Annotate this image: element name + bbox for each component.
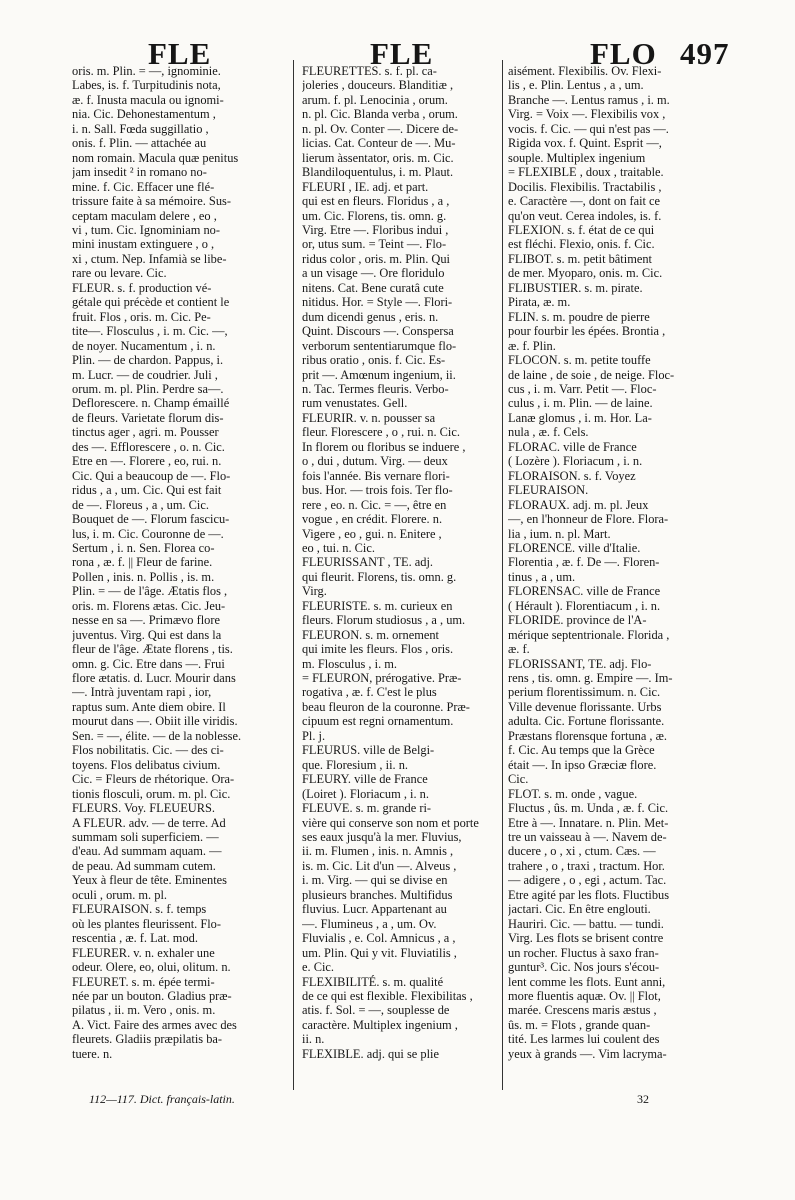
text-line: tionis flosculi, orum. m. pl. Cic.	[72, 786, 231, 801]
text-line: ii. m. Flumen , inis. n. Amnis ,	[302, 844, 454, 859]
text-line: d'eau. Ad summam aquam. —	[72, 844, 222, 859]
text-line: Docilis. Flexibilis. Tractabilis ,	[508, 179, 662, 194]
text-line: fruit. Flos , oris. m. Cic. Pe-	[72, 309, 211, 324]
text-line: trissure faite à sa mémoire. Sus-	[72, 194, 231, 209]
text-line: Sen. = —, élite. — de la noblesse.	[72, 728, 242, 743]
text-line: licias. Cat. Conteur de —. Mu-	[302, 136, 456, 151]
text-line: Yeux à fleur de tête. Eminentes	[72, 873, 227, 888]
text-line: rogativa , æ. f. C'est le plus	[302, 685, 437, 700]
text-line: —, en l'honneur de Flore. Flora-	[508, 512, 669, 527]
text-line: = FLEURON, prérogative. Præ-	[302, 671, 462, 686]
text-line: ridus , a , um. Cic. Qui est fait	[72, 483, 222, 498]
text-line: Cic. Qui a beaucoup de —. Flo-	[72, 468, 231, 483]
text-line: oris. m. Florens ætas. Cic. Jeu-	[72, 598, 226, 613]
text-line: ( Hérault ). Florentiacum , i. n.	[508, 598, 661, 613]
text-line: Labes, is. f. Turpitudinis nota,	[72, 78, 221, 93]
text-line: plusieurs branches. Multifidus	[302, 887, 453, 902]
text-line: mérique septentrionale. Florida ,	[508, 627, 670, 642]
text-line: fluvius. Lucr. Appartenant au	[302, 902, 447, 917]
text-line: lent comme les flots. Eunt anni,	[508, 974, 666, 989]
text-line: f. Cic. Au temps que la Grèce	[508, 743, 655, 758]
text-line: tinus , a , um.	[508, 569, 576, 584]
text-line: — adigere , o , egi , actum. Tac.	[508, 873, 667, 888]
text-line: Pollen , inis. n. Pollis , is. m.	[72, 569, 215, 584]
text-line: ribus oratio , onis. f. Cic. Es-	[302, 353, 446, 368]
text-line: nesse en sa —. Primævo flore	[72, 613, 220, 628]
text-line: de mer. Myoparo, onis. m. Cic.	[508, 266, 663, 281]
text-line: ûs. m. = Flots , grande quan-	[508, 1017, 651, 1032]
text-line: orum. m. pl. Plin. Perdre sa—.	[72, 381, 224, 396]
text-line: = FLEXIBLE , doux , traitable.	[508, 165, 664, 180]
text-line: æ. f. Inusta macula ou ignomi-	[72, 92, 224, 107]
text-line: ridus color , oris. m. Plin. Qui	[302, 251, 450, 266]
text-line: FLIBUSTIER. s. m. pirate.	[508, 280, 643, 295]
text-line: FLEURISSANT , TE. adj.	[302, 555, 434, 570]
text-line: ceptam maculam delere , eo ,	[72, 208, 217, 223]
text-line: FLEURAISON.	[508, 483, 589, 498]
text-line: vi , tum. Cic. Ignominiam no-	[72, 222, 220, 237]
text-line: dum dicendi genus , eris. n.	[302, 309, 439, 324]
text-line: mine. f. Cic. Effacer une flé-	[72, 179, 215, 194]
text-line: Bouquet de —. Florum fascicu-	[72, 512, 230, 527]
text-column-left	[72, 64, 288, 1084]
text-line: nula , æ. f. Cels.	[508, 425, 589, 440]
text-line: verborum sententiarumque flo-	[302, 338, 457, 353]
text-line: fleurets. Gladiis præpilatis ba-	[72, 1032, 223, 1047]
text-line: fleurs. Florum studiosus , a , um.	[302, 613, 466, 628]
text-line: —. Flumineus , a , um. Ov.	[302, 916, 437, 931]
text-line: un rocher. Fluctus à saxo fran-	[508, 945, 659, 960]
text-line: Hauriri. Cic. — battu. — tundi.	[508, 916, 664, 931]
text-line: Etre à —. Innatare. n. Plin. Met-	[508, 815, 669, 830]
page-number: 497	[680, 36, 730, 71]
text-line: um. Cic. Florens, tis. omn. g.	[302, 208, 447, 223]
text-line: A. Vict. Faire des armes avec des	[72, 1017, 237, 1032]
text-line: ses eaux jusqu'à la mer. Fluvius,	[302, 830, 462, 845]
text-line: tinctus ager , agri. m. Pousser	[72, 425, 219, 440]
running-head-left: FLE	[148, 36, 212, 71]
text-line: FLEURS. Voy. FLEUEURS.	[72, 801, 215, 816]
text-line: lierum àssentator, oris. m. Cic.	[302, 150, 454, 165]
text-line: or, utus sum. = Teint —. Flo-	[302, 237, 447, 252]
text-line: tite—. Flosculus , i. m. Cic. —,	[72, 324, 228, 339]
text-line: e. Caractère —, dont on fait ce	[508, 194, 661, 209]
text-line: FLEUR. s. f. production vé-	[72, 280, 212, 295]
text-line: marée. Crescens maris æstus ,	[508, 1003, 657, 1018]
text-line: FLOCON. s. m. petite touffe	[508, 353, 651, 368]
text-line: FLORISSANT, TE. adj. Flo-	[508, 656, 652, 671]
text-line: FLORENSAC. ville de France	[508, 584, 661, 599]
text-line: FLEXIBLE. adj. qui se plie	[302, 1046, 439, 1061]
text-line: née par un bouton. Gladius præ-	[72, 989, 232, 1003]
text-line: rens , tis. omn. g. Empire —. Im-	[508, 671, 673, 686]
text-line: Virg. Etre —. Floribus indui ,	[302, 222, 449, 237]
text-line: FLEURISTE. s. m. curieux en	[302, 598, 453, 613]
text-line: perium florentissimum. n. Cic.	[508, 685, 661, 700]
text-line: FLEURIR. v. n. pousser sa	[302, 410, 436, 425]
text-line: FLEURET. s. m. épée termi-	[72, 974, 215, 989]
text-line: —. Intrà juventam rapi , ior,	[72, 685, 212, 700]
text-line: FLOT. s. m. onde , vague.	[508, 786, 638, 801]
text-line: qu'on veut. Cerea indoles, is. f.	[508, 208, 662, 223]
text-line: A FLEUR. adv. — de terre. Ad	[72, 815, 226, 830]
text-line: jactari. Cic. En être englouti.	[508, 902, 651, 917]
text-line: FLEURER. v. n. exhaler une	[72, 945, 215, 960]
text-line: de fleurs. Varietate florum dis-	[72, 410, 224, 425]
text-line: In florem ou floribus se induere ,	[302, 439, 466, 454]
text-line: joleries , douceurs. Blanditiæ ,	[302, 78, 454, 93]
text-line: FLEXION. s. f. état de ce qui	[508, 222, 655, 237]
text-line: cus , i. m. Varr. Petit —. Floc-	[508, 381, 657, 396]
text-line: FLEURY. ville de France	[302, 772, 428, 787]
text-line: FLEURAISON. s. f. temps	[72, 902, 207, 917]
text-line: fleur. Florescere , o , rui. n. Cic.	[302, 425, 460, 440]
text-line: summam soli superficiem. —	[72, 830, 219, 845]
text-line: Flos nobilitatis. Cic. — des ci-	[72, 743, 224, 758]
text-line: FLEURETTES. s. f. pl. ca-	[302, 64, 437, 78]
text-line: mourut dans —. Obiit ille viridis.	[72, 714, 238, 729]
text-line: Sertum , i. n. Sen. Florea co-	[72, 540, 215, 555]
text-line: rere , eo. n. Cic. = —, être en	[302, 497, 447, 512]
text-line: FLEXIBILITÉ. s. m. qualité	[302, 974, 444, 989]
text-line: m. Flosculus , i. m.	[302, 656, 398, 671]
text-line: rum venustates. Gell.	[302, 396, 408, 411]
text-line: æ. f. Plin.	[508, 338, 556, 353]
text-line: FLIN. s. m. poudre de pierre	[508, 309, 650, 324]
column-divider	[293, 60, 294, 1090]
text-line: caractère. Multiplex ingenium ,	[302, 1017, 458, 1032]
text-line: rona , æ. f. || Fleur de farine.	[72, 555, 213, 570]
text-line: Plin. = — de l'âge. Ætatis flos ,	[72, 584, 228, 599]
text-column-middle	[302, 64, 514, 1084]
text-line: e. Cic.	[302, 960, 334, 975]
text-line: Rigida vox. f. Quint. Esprit —,	[508, 136, 662, 151]
text-line: tre un vaisseau à —. Navem de-	[508, 830, 667, 845]
running-head-center: FLE	[370, 36, 434, 71]
text-line: FLEURON. s. m. ornement	[302, 627, 439, 642]
text-line: lia , ium. n. pl. Mart.	[508, 526, 611, 541]
text-line: nia. Cic. Dehonestamentum ,	[72, 107, 216, 122]
text-line: Virg. Les flots se brisent contre	[508, 931, 664, 946]
text-line: Florentia , æ. f. De —. Floren-	[508, 555, 660, 570]
text-line: vière qui conserve son nom et porte	[302, 815, 479, 830]
text-line: æ. f.	[508, 642, 530, 657]
text-line: de noyer. Nucamentum , i. n.	[72, 338, 216, 353]
text-line: jam insedit ² in romano no-	[72, 165, 207, 180]
text-line: est fléchi. Flexio, onis. f. Cic.	[508, 237, 655, 252]
text-line: FLEUVE. s. m. grande ri-	[302, 801, 432, 816]
text-line: FLORAUX. adj. m. pl. Jeux	[508, 497, 649, 512]
text-line: nitidus. Hor. = Style —. Flori-	[302, 295, 453, 310]
text-line: n. pl. Ov. Conter —. Dicere de-	[302, 121, 459, 136]
text-line: Quint. Discours —. Conspersa	[302, 324, 454, 339]
text-line: Fluctus , ûs. m. Unda , æ. f. Cic.	[508, 801, 669, 816]
text-line: de ce qui est flexible. Flexibilitas ,	[302, 989, 473, 1003]
text-line: FLORAC. ville de France	[508, 439, 637, 454]
text-line: FLORAISON. s. f. Voyez	[508, 468, 636, 483]
text-line: des —. Efflorescere , o. n. Cic.	[72, 439, 225, 454]
text-line: adulta. Cic. Fortune florissante.	[508, 714, 665, 729]
text-line: more fluentis aquæ. Ov. || Flot,	[508, 989, 661, 1003]
text-line: Blandiloquentulus, i. m. Plaut.	[302, 165, 454, 180]
text-line: Ville devenue florissante. Urbs	[508, 699, 662, 714]
text-line: m. Lucr. — de coudrier. Juli ,	[72, 367, 218, 382]
text-line: is. m. Cic. Lit d'un —. Alveus ,	[302, 858, 457, 873]
text-line: culus , i. m. Plin. — de laine.	[508, 396, 653, 411]
text-line: Lanæ glomus , i. m. Hor. La-	[508, 410, 652, 425]
text-line: Pl. j.	[302, 728, 326, 743]
text-line: FLORIDE. province de l'A-	[508, 613, 647, 628]
text-line: xi , ctum. Nep. Infamià se libe-	[72, 251, 227, 266]
text-line: ( Lozère ). Floriacum , i. n.	[508, 454, 643, 469]
text-line: tité. Les larmes lui coulent des	[508, 1032, 660, 1047]
text-line: ii. n.	[302, 1032, 325, 1047]
text-line: odeur. Olere, eo, olui, olitum. n.	[72, 960, 231, 975]
text-line: vogue , en crédit. Florere. n.	[302, 512, 443, 527]
text-line: lis , e. Plin. Lentus , a , um.	[508, 78, 644, 93]
text-line: tuere. n.	[72, 1046, 113, 1061]
text-line: juventus. Virg. Qui est dans la	[72, 627, 222, 642]
text-line: Etre agité par les flots. Fluctibus	[508, 887, 670, 902]
text-line: prit —. Amœnum ingenium, ii.	[302, 367, 456, 382]
text-line: fois l'année. Bis vernare flori-	[302, 468, 450, 483]
text-column-right	[508, 64, 723, 1084]
text-line: onis. f. Plin. — attachée au	[72, 136, 207, 151]
text-line: FLEURI , IE. adj. et part.	[302, 179, 429, 194]
text-line: Plin. — de chardon. Pappus, i.	[72, 353, 224, 368]
text-line: souple. Multiplex ingenium	[508, 150, 646, 165]
text-line: qui fleurit. Florens, tis. omn. g.	[302, 569, 457, 584]
text-line: o , dui , dutum. Virg. — deux	[302, 454, 448, 469]
text-line: ducere , o , xi , ctum. Cæs. —	[508, 844, 656, 859]
text-line: lus, i. m. Cic. Couronne de —.	[72, 526, 224, 541]
text-line: rare ou levare. Cic.	[72, 266, 167, 281]
text-line: de —. Floreus , a , um. Cic.	[72, 497, 209, 512]
text-line: Virg. = Voix —. Flexibilis vox ,	[508, 107, 666, 122]
text-line: bus. Hor. — trois fois. Ter flo-	[302, 483, 453, 498]
text-line: que. Floresium , ii. n.	[302, 757, 409, 772]
text-line: FLIBOT. s. m. petit bâtiment	[508, 251, 652, 266]
text-line: Virg.	[302, 584, 327, 599]
footer-signature: 112—117. Dict. français-latin.	[89, 1092, 235, 1106]
text-line: Branche —. Lentus ramus , i. m.	[508, 92, 670, 107]
text-line: oculi , orum. m. pl.	[72, 887, 167, 902]
text-line: i. n. Sall. Fœda suggillatio ,	[72, 121, 209, 136]
text-line: Deflorescere. n. Champ émaillé	[72, 396, 230, 411]
text-line: était —. In ipso Græciæ flore.	[508, 757, 657, 772]
text-line: pour fourbir les épées. Brontia ,	[508, 324, 666, 339]
text-line: rescentia , æ. f. Lat. mod.	[72, 931, 198, 946]
text-line: um. Plin. Qui y vit. Fluviatilis ,	[302, 945, 457, 960]
text-line: Pirata, æ. m.	[508, 295, 571, 310]
text-line: trahere , o , traxi , tractum. Hor.	[508, 858, 665, 873]
text-line: de laine , de soie , de neige. Floc-	[508, 367, 675, 382]
text-line: vocis. f. Cic. — qui n'est pas —.	[508, 121, 669, 136]
text-line: nitens. Cat. Bene curatâ cute	[302, 280, 444, 295]
text-line: (Loiret ). Floriacum , i. n.	[302, 786, 429, 801]
text-line: yeux à grands —. Vim lacryma-	[508, 1046, 667, 1061]
text-line: flore ætatis. d. Lucr. Mourir dans	[72, 671, 236, 686]
text-line: a un visage —. Ore floridulo	[302, 266, 445, 281]
text-line: qui imite les fleurs. Flos , oris.	[302, 642, 454, 657]
text-line: beau fleuron de la couronne. Præ-	[302, 699, 470, 714]
text-line: eo , tui. n. Cic.	[302, 540, 375, 555]
text-line: Cic. = Fleurs de rhétorique. Ora-	[72, 772, 235, 787]
text-line: qui est en fleurs. Floridus , a ,	[302, 194, 450, 209]
text-line: Cic.	[508, 772, 529, 787]
text-line: n. Tac. Termes fleuris. Verbo-	[302, 381, 449, 396]
text-line: Præstans florensque fortuna , æ.	[508, 728, 667, 743]
text-line: cipuum est regni ornamentum.	[302, 714, 454, 729]
running-head-right: FLO	[590, 36, 657, 71]
text-line: raptus sum. Ante diem obire. Il	[72, 699, 226, 714]
text-line: gétale qui précède et contient le	[72, 295, 230, 310]
text-line: guntur³. Cic. Nos jours s'écou-	[508, 960, 660, 975]
text-line: n. pl. Cic. Blanda verba , orum.	[302, 107, 458, 122]
text-line: Etre en —. Florere , eo, rui. n.	[72, 454, 222, 469]
text-line: atis. f. Sol. = —, souplesse de	[302, 1003, 450, 1018]
text-line: Vigere , eo , gui. n. Enitere ,	[302, 526, 442, 541]
text-line: i. m. Virg. — qui se divise en	[302, 873, 448, 888]
text-line: pilatus , ii. m. Vero , onis. m.	[72, 1003, 216, 1018]
text-line: nom romain. Macula quæ penitus	[72, 150, 239, 165]
text-line: mini inustam extinguere , o ,	[72, 237, 215, 252]
footer-sheet-number: 32	[637, 1092, 649, 1106]
text-line: arum. f. pl. Lenocinia , orum.	[302, 92, 448, 107]
text-line: Fluvialis , e. Col. Amnicus , a ,	[302, 931, 456, 946]
text-line: FLORENCE. ville d'Italie.	[508, 540, 641, 555]
text-line: omn. g. Cic. Etre dans —. Frui	[72, 656, 225, 671]
text-line: fleur de l'âge. Ætate florens , tis.	[72, 642, 233, 657]
text-line: oris. m. Plin. = —, ignominie.	[72, 64, 221, 78]
text-line: toyens. Flos delibatus civium.	[72, 757, 221, 772]
text-line: aisément. Flexibilis. Ov. Flexi-	[508, 64, 662, 78]
text-line: où les plantes fleurissent. Flo-	[72, 916, 222, 931]
text-line: de peau. Ad summam cutem.	[72, 858, 216, 873]
text-line: FLEURUS. ville de Belgi-	[302, 743, 435, 758]
